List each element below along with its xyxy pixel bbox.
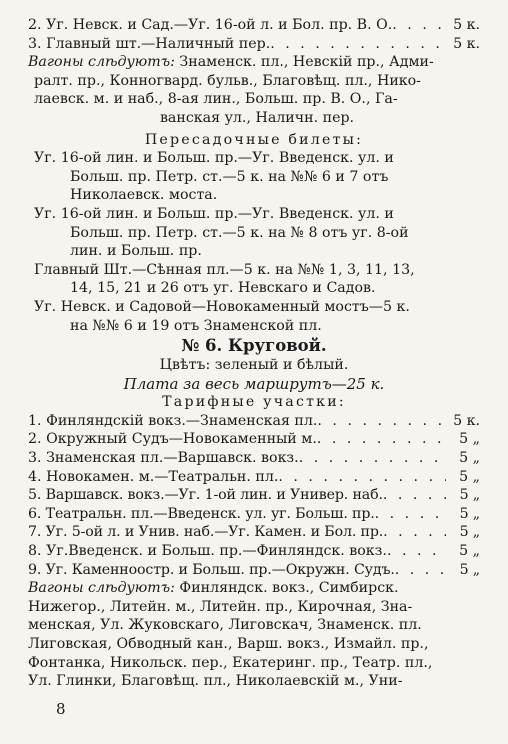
wagons-line: ралт. пр., Конногвард. бульв., Благовѣщ. пл., Нико- bbox=[34, 72, 421, 89]
tariff-item bbox=[28, 542, 480, 561]
transfer-line: Уг. Невск. и Садовой—Новокаменный мостъ—5 к. bbox=[34, 298, 410, 315]
route-heading: № 6. Круговой. bbox=[181, 336, 327, 356]
wagons-paragraph bbox=[28, 579, 480, 598]
tariff-item bbox=[28, 430, 480, 449]
transfer-line: Николаевск. моста. bbox=[70, 187, 218, 204]
item-number: 3. bbox=[28, 450, 42, 467]
leader-dots bbox=[392, 16, 446, 35]
transfer-line: Больш. пр. Петр. ст.—5 к. на №№ 6 и 7 отъ bbox=[70, 168, 389, 185]
leader-dots bbox=[383, 523, 446, 542]
item-number: 8. bbox=[28, 543, 42, 560]
page-number: 8 bbox=[56, 700, 66, 718]
wagons-line: ванская ул., Наличн. пер. bbox=[159, 109, 355, 126]
wagons-line: менская, Ул. Жуковскаго, Лиговскач, Знаменск. пл. bbox=[28, 617, 422, 634]
transfer-entry bbox=[28, 261, 480, 298]
transfer-line: Главный Шт.—Сѣнная пл.—5 к. на №№ 1, 3, 11, 13, bbox=[34, 261, 415, 278]
tariff-list bbox=[28, 412, 480, 579]
tariff-item bbox=[28, 505, 480, 524]
tariff-item bbox=[28, 561, 480, 580]
transfer-title: Пересадочные билеты: bbox=[144, 131, 364, 148]
transfer-line: лин. и Больш. пр. bbox=[70, 243, 202, 260]
tariff-title: Тарифные участки: bbox=[162, 394, 346, 411]
item-number: 9. bbox=[28, 561, 42, 578]
leader-dots bbox=[317, 430, 446, 449]
wagons-line: Нижегор., Литейн. м., Литейн. пр., Кирочная, Зна- bbox=[28, 598, 413, 615]
item-text: Уг.Введенск. и Больш. пр.—Финляндск. вокз. bbox=[46, 543, 387, 560]
item-number: 7. bbox=[28, 524, 42, 541]
item-price: 5 „ bbox=[459, 524, 480, 541]
tariff-item bbox=[28, 412, 480, 431]
leader-dots bbox=[387, 542, 446, 561]
item-text: Знаменская пл.—Варшавск. вокз. bbox=[46, 450, 299, 467]
item-number: 5. bbox=[28, 487, 42, 504]
item-text: Уг. 5-ой л. и Унив. наб.—Уг. Камен. и Бол. пр. bbox=[45, 524, 384, 541]
tariff-item bbox=[28, 16, 480, 35]
transfer-line: Уг. 16-ой лин. и Больш. пр.—Уг. Введенск. ул. и bbox=[34, 205, 394, 222]
item-text: Уг. Каменноостр. и Больш. пр.—Окружн. Судъ. bbox=[45, 561, 395, 578]
item-price: 5 к. bbox=[453, 17, 480, 33]
item-number: 6. bbox=[28, 505, 42, 522]
wagons-paragraph bbox=[28, 53, 480, 72]
item-number: 1. bbox=[28, 412, 42, 429]
tariff-item bbox=[28, 35, 480, 54]
item-text: Театральн. пл.—Введенск. ул. уг. Больш. пр. bbox=[45, 505, 375, 522]
wagons-line: лаевск. м. и наб., 8-ая лин., Больш. пр. В. О., Га- bbox=[34, 91, 398, 108]
transfer-entry bbox=[28, 205, 480, 261]
item-price: 5 „ bbox=[459, 431, 480, 448]
item-text: Главный шт.—Наличный пер. bbox=[46, 35, 271, 52]
item-text: Финляндскій вокз.—Знаменская пл. bbox=[46, 412, 318, 429]
leader-dots bbox=[395, 561, 446, 580]
item-price: 5 к. bbox=[453, 412, 480, 429]
transfer-line: на №№ 6 и 19 отъ Знаменской пл. bbox=[70, 317, 322, 334]
transfer-entry bbox=[28, 149, 480, 205]
item-price: 5 к. bbox=[453, 35, 480, 52]
item-price: 5 „ bbox=[459, 505, 480, 522]
tariff-item bbox=[28, 486, 480, 505]
item-price: 5 „ bbox=[459, 487, 480, 504]
transfer-line: Уг. 16-ой лин. и Больш. пр.—Уг. Введенск. ул. и bbox=[34, 150, 394, 167]
item-number: 4. bbox=[28, 468, 42, 485]
item-text: Варшавск. вокз.—Уг. 1-ой лин. и Универ. наб. bbox=[45, 487, 383, 504]
document-page bbox=[28, 16, 480, 691]
leader-dots bbox=[375, 505, 446, 524]
tariff-item bbox=[28, 468, 480, 487]
leader-dots bbox=[383, 486, 446, 505]
wagons-line: Фонтанка, Никольск. пер., Екатеринг. пр., Театр. пл., bbox=[28, 654, 433, 671]
transfer-entry bbox=[28, 298, 480, 335]
item-price: 5 „ bbox=[459, 561, 480, 578]
wagons-line: Лиговская, Обводный кан., Варш. вокз., Измайл. пр., bbox=[28, 636, 429, 652]
leader-dots bbox=[317, 412, 446, 431]
item-text: Новокамен. м.—Театральн. пл. bbox=[46, 468, 279, 485]
item-number: 2. bbox=[28, 431, 42, 448]
item-text: Окружный Судъ—Новокаменный м. bbox=[46, 431, 317, 448]
wagons-line: Знаменск. пл., Невскій пр., Адми- bbox=[179, 54, 434, 71]
transfer-line: 14, 15, 21 и 26 отъ уг. Невскаго и Садов. bbox=[70, 280, 376, 297]
wagons-line: Ул. Глинки, Благовѣщ. пл., Николаевскій м., Уни- bbox=[28, 673, 403, 690]
route-fare: Плата за весь маршрутъ—25 к. bbox=[123, 374, 385, 393]
item-price: 5 „ bbox=[459, 450, 480, 467]
route-colors: Цвѣтъ: зеленый и бѣлый. bbox=[159, 357, 349, 374]
tariff-item bbox=[28, 523, 480, 542]
wagons-line: Финляндск. вокз., Симбирск. bbox=[179, 580, 399, 597]
leader-dots bbox=[278, 468, 446, 487]
leader-dots bbox=[299, 449, 446, 468]
wagons-label: Вагоны слѣдуютъ: bbox=[28, 580, 175, 597]
item-text: Уг. Невск. и Сад.—Уг. 16-ой л. и Бол. пр. В. О. bbox=[46, 17, 393, 33]
item-number: 2. bbox=[28, 17, 42, 33]
item-price: 5 „ bbox=[459, 543, 480, 560]
tariff-item bbox=[28, 449, 480, 468]
wagons-label: Вагоны слѣдуютъ: bbox=[28, 54, 175, 71]
leader-dots bbox=[270, 35, 446, 54]
item-price: 5 „ bbox=[459, 468, 480, 485]
transfer-line: Больш. пр. Петр. ст.—5 к. на № 8 отъ уг. 8-ой bbox=[70, 224, 409, 241]
item-number: 3. bbox=[28, 35, 42, 52]
